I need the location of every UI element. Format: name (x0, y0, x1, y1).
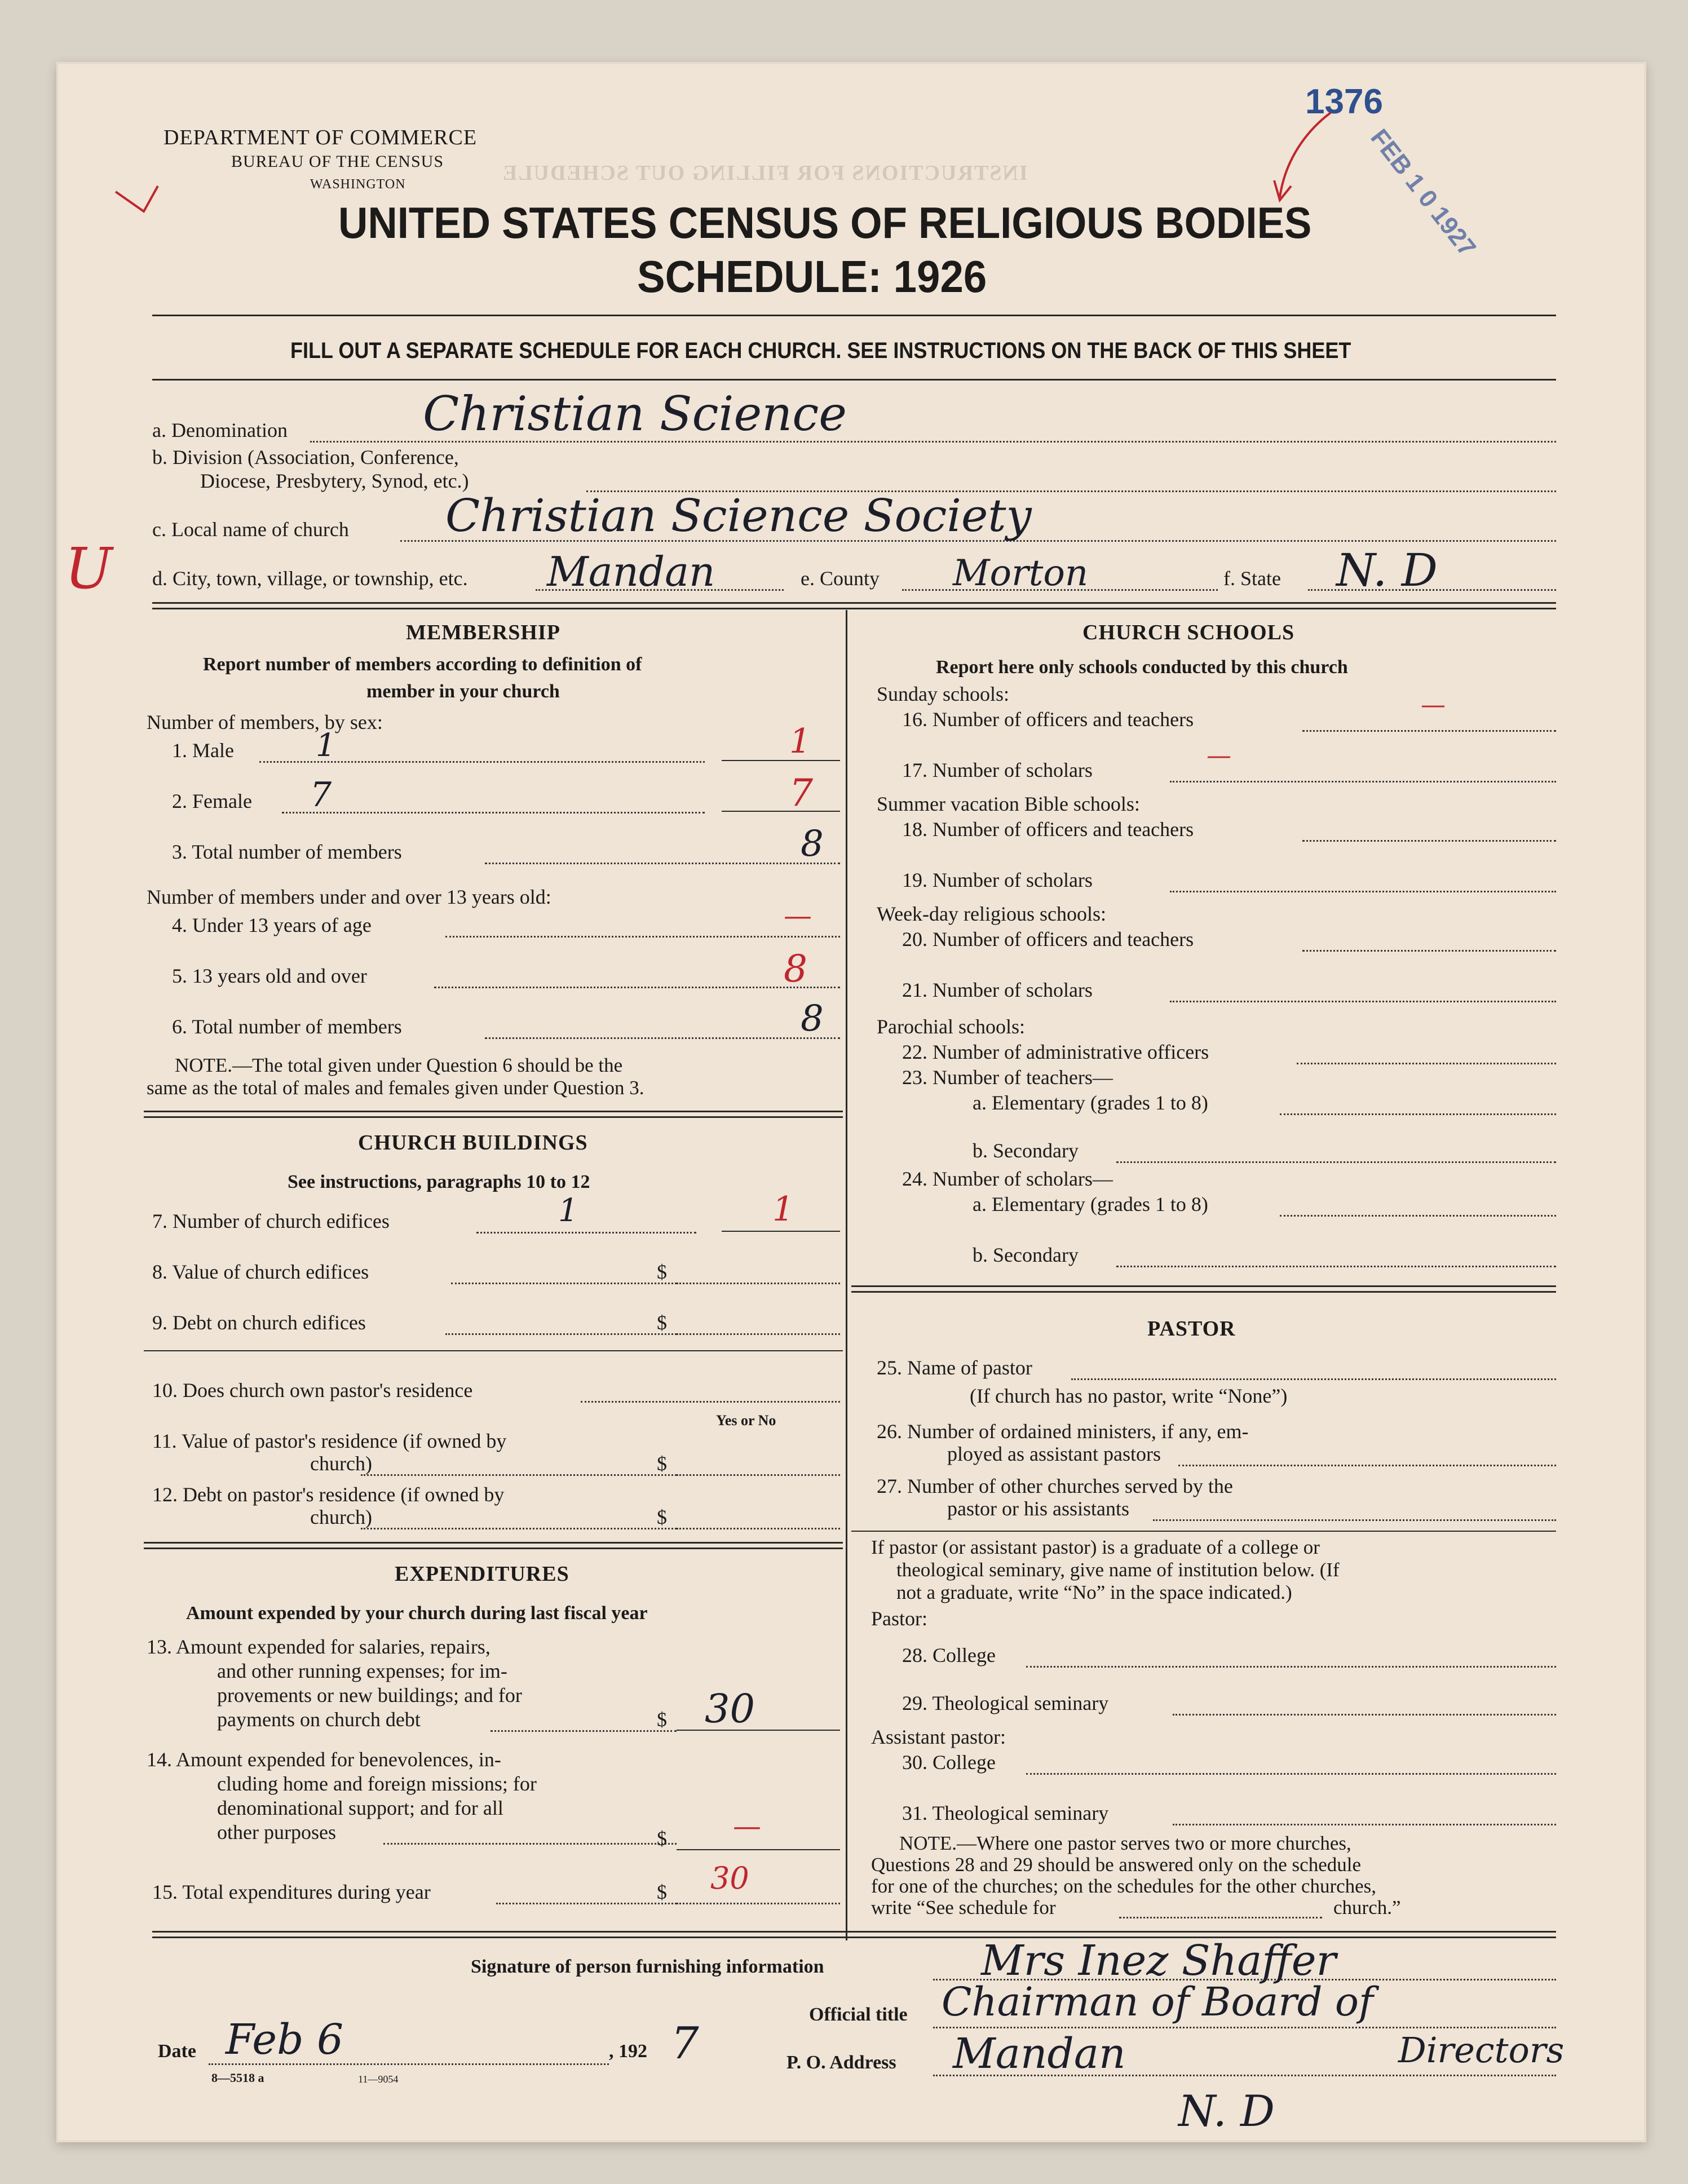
q18-label: 18. Number of officers and teachers (902, 818, 1194, 841)
po-address-label: P. O. Address (786, 2052, 896, 2073)
assistant-pastor-label: Assistant pastor: (871, 1726, 1006, 1748)
pastor-note-4: write “See schedule for (871, 1896, 1056, 1918)
header-rule-top (152, 315, 1556, 316)
buildings-rule-2 (144, 1548, 843, 1549)
county-value[interactable]: Morton (953, 552, 1089, 594)
q23a-label: a. Elementary (grades 1 to 8) (973, 1091, 1208, 1114)
q30-line[interactable] (1026, 1773, 1556, 1775)
q27-label: 27. Number of other churches served by the (877, 1475, 1233, 1497)
date-label: Date (158, 2041, 196, 2062)
q15-answer-line (677, 1903, 840, 1904)
q4-red-value: — (784, 899, 812, 932)
q6-total-value[interactable]: 8 (801, 998, 824, 1040)
q8-line (451, 1283, 677, 1284)
date-value[interactable]: Feb 6 (226, 2015, 344, 2064)
q13-label-2: and other running expenses; for im- (217, 1660, 507, 1682)
buildings-divider (144, 1350, 843, 1351)
q11-line (361, 1474, 677, 1476)
q30-label: 30. College (902, 1751, 996, 1774)
q8-dollar: $ (657, 1261, 667, 1283)
q13-label-4: payments on church debt (217, 1708, 421, 1731)
q17-red-value: — (1207, 741, 1231, 770)
church-name-value[interactable]: Christian Science Society (445, 489, 1032, 542)
county-label: e. County (801, 567, 880, 590)
q9-dollar: $ (657, 1311, 667, 1334)
denomination-value[interactable]: Christian Science (423, 386, 847, 441)
print-number: 11—9054 (358, 2074, 399, 2085)
q11-answer-line[interactable] (677, 1474, 840, 1476)
receipt-number-stamp: 1376 (1305, 82, 1383, 121)
q7-edifices-label: 7. Number of church edifices (152, 1210, 390, 1232)
q3-total-label: 3. Total number of members (172, 841, 402, 863)
year-digit[interactable]: 7 (671, 2018, 699, 2069)
q14-label-3: denominational support; and for all (217, 1797, 503, 1819)
official-title-value-2[interactable]: Directors (1398, 2030, 1565, 2071)
q26-label-2: ployed as assistant pastors (947, 1443, 1161, 1465)
signature-label: Signature of person furnishing information (471, 1956, 824, 1977)
q13-label-3: provements or new buildings; and for (217, 1684, 522, 1706)
q13-answer-line (677, 1730, 840, 1731)
see-schedule-line[interactable] (1119, 1917, 1322, 1918)
footer-rule-2 (152, 1937, 1556, 1938)
q24a-label: a. Elementary (grades 1 to 8) (973, 1193, 1208, 1215)
bureau-heading: BUREAU OF THE CENSUS (231, 152, 444, 171)
membership-rule-2 (144, 1116, 843, 1118)
footer-rule (152, 1931, 1556, 1933)
q14-label-4: other purposes (217, 1821, 336, 1843)
sunday-schools-label: Sunday schools: (877, 683, 1010, 705)
state-label: f. State (1223, 567, 1281, 590)
graduate-instruction: If pastor (or assistant pastor) is a graduate of a college or (871, 1536, 1320, 1558)
official-title-value[interactable]: Chairman of Board of (942, 1979, 1373, 2025)
weekday-schools-label: Week-day religious schools: (877, 903, 1107, 925)
year-prefix: , 192 (609, 2041, 647, 2062)
q28-label: 28. College (902, 1644, 996, 1666)
department-heading: DEPARTMENT OF COMMERCE (164, 126, 478, 149)
q12-debt-label-2: church) (310, 1506, 372, 1528)
expenditures-instruction: Amount expended by your church during last fiscal year (186, 1603, 648, 1624)
washington-heading: WASHINGTON (310, 177, 406, 192)
q18-line[interactable] (1302, 840, 1556, 842)
city-label: d. City, town, village, or township, etc. (152, 567, 468, 590)
church-name-label: c. Local name of church (152, 518, 349, 541)
q16-label: 16. Number of officers and teachers (902, 708, 1194, 731)
po-address-value[interactable]: Mandan (953, 2030, 1126, 2078)
q29-line[interactable] (1173, 1714, 1556, 1716)
division-label: b. Division (Association, Conference, (152, 446, 459, 468)
q28-line[interactable] (1026, 1666, 1556, 1668)
yes-no-label: Yes or No (716, 1412, 776, 1429)
q25-label: 25. Name of pastor (877, 1356, 1032, 1379)
q15-dollar: $ (657, 1881, 667, 1903)
separate-schedule-instruction: FILL OUT A SEPARATE SCHEDULE FOR EACH CHURCH. SEE INSTRUCTIONS ON THE BACK OF THIS SHEET (290, 338, 1351, 363)
graduate-instruction-2: theological seminary, give name of institution below. (If (896, 1559, 1340, 1581)
column-divider (846, 610, 847, 1940)
city-value[interactable]: Mandan (547, 548, 715, 595)
q26-line[interactable] (1178, 1465, 1556, 1466)
q1-answer-line (722, 760, 840, 761)
q20-label: 20. Number of officers and teachers (902, 928, 1194, 950)
q16-line[interactable] (1302, 730, 1556, 732)
q12-dollar: $ (657, 1506, 667, 1528)
q15-red-value: 30 (710, 1860, 749, 1896)
division-label-2: Diocese, Presbytery, Synod, etc.) (200, 470, 469, 492)
church-buildings-heading: CHURCH BUILDINGS (358, 1131, 588, 1155)
q24b-line[interactable] (1116, 1266, 1556, 1267)
membership-heading: MEMBERSHIP (406, 621, 560, 644)
q10-line[interactable] (581, 1401, 840, 1403)
q9-line (445, 1333, 677, 1335)
q9-debt-label: 9. Debt on church edifices (152, 1311, 366, 1334)
church-schools-heading: CHURCH SCHOOLS (1082, 621, 1295, 644)
q23b-line[interactable] (1116, 1161, 1556, 1163)
q13-line (491, 1730, 677, 1732)
q22-line[interactable] (1297, 1063, 1556, 1064)
q15-line (496, 1903, 677, 1904)
q12-answer-line[interactable] (677, 1528, 840, 1529)
q7-red-value: 1 (772, 1190, 794, 1229)
q11-dollar: $ (657, 1452, 667, 1475)
q17-label: 17. Number of scholars (902, 759, 1093, 781)
q26-label: 26. Number of ordained ministers, if any, em- (877, 1420, 1249, 1443)
q14-label: 14. Amount expended for benevolences, in- (147, 1748, 501, 1771)
q27-label-2: pastor or his assistants (947, 1497, 1129, 1520)
q31-label: 31. Theological seminary (902, 1802, 1109, 1824)
q5-over13-label: 5. 13 years old and over (172, 965, 367, 987)
show-through-text: INSTRUCTIONS FOR FILLING OUT SCHEDULE (502, 161, 1028, 185)
red-check-mark-icon (113, 180, 164, 220)
pastor-note-2: Questions 28 and 29 should be answered only on the schedule (871, 1854, 1362, 1876)
section-rule (152, 602, 1556, 604)
q11-value-label: 11. Value of pastor's residence (if owned by (152, 1430, 507, 1452)
q2-answer-line (722, 811, 840, 812)
q6-total-label: 6. Total number of members (172, 1015, 402, 1038)
q22-label: 22. Number of administrative officers (902, 1041, 1209, 1063)
q13-label: 13. Amount expended for salaries, repairs, (147, 1635, 491, 1658)
q1-male-label: 1. Male (172, 739, 234, 762)
signature-value[interactable]: Mrs Inez Shaffer (981, 1937, 1336, 1985)
form-title: UNITED STATES CENSUS OF RELIGIOUS BODIES (338, 198, 1312, 247)
age-breakdown-label: Number of members under and over 13 years old: (147, 886, 551, 908)
q2-red-value: 7 (789, 771, 813, 815)
q5-red-value: 8 (784, 947, 807, 991)
by-sex-label: Number of members, by sex: (147, 711, 383, 733)
q29-label: 29. Theological seminary (902, 1692, 1109, 1714)
q2-female-label: 2. Female (172, 790, 252, 812)
q2-female-value[interactable]: 7 (310, 775, 332, 815)
q23a-line[interactable] (1280, 1113, 1556, 1115)
q3-line (485, 863, 840, 864)
q16-red-value: — (1421, 691, 1446, 719)
membership-instruction: Report number of members according to definition of (203, 654, 642, 675)
q12-line (361, 1528, 677, 1529)
schedule-title: SCHEDULE: 1926 (637, 251, 987, 302)
q5-line (434, 987, 840, 988)
membership-note: NOTE.—The total given under Question 6 should be the (175, 1054, 623, 1076)
q25-instruction: (If church has no pastor, write “None”) (970, 1385, 1288, 1407)
buildings-rule (144, 1542, 843, 1544)
section-rule-2 (152, 608, 1556, 609)
q23b-label: b. Secondary (973, 1139, 1079, 1162)
q20-line[interactable] (1302, 950, 1556, 952)
pastor-note-4b: church.” (1333, 1896, 1401, 1918)
schools-rule-2 (851, 1291, 1556, 1293)
q19-label: 19. Number of scholars (902, 869, 1093, 891)
q7-edifices-value[interactable]: 1 (558, 1192, 578, 1229)
margin-mark: U (65, 536, 113, 602)
pastor-heading: PASTOR (1147, 1317, 1236, 1341)
denomination-label: a. Denomination (152, 419, 288, 441)
q14-dollar: $ (657, 1827, 667, 1850)
state-value[interactable]: N. D (1336, 544, 1438, 596)
q6-line (485, 1037, 840, 1039)
pastor-divider (851, 1531, 1556, 1532)
q31-line[interactable] (1173, 1824, 1556, 1825)
header-rule-bottom (152, 379, 1556, 381)
q4-line (445, 936, 840, 938)
membership-instruction-2: member in your church (366, 681, 560, 702)
q13-dollar: $ (657, 1708, 667, 1731)
form-number: 8—5518 a (211, 2071, 264, 2085)
q17-line[interactable] (1170, 781, 1556, 782)
received-date-stamp: FEB 1 0 1927 (1365, 124, 1482, 262)
pastor-note: NOTE.—Where one pastor serves two or more churches, (899, 1832, 1351, 1854)
summer-schools-label: Summer vacation Bible schools: (877, 793, 1140, 815)
membership-rule (144, 1111, 843, 1112)
q1-red-value: 1 (789, 722, 811, 761)
q1-male-value[interactable]: 1 (316, 727, 336, 764)
membership-note-2: same as the total of males and females given under Question 3. (147, 1077, 644, 1099)
q23-label: 23. Number of teachers— (902, 1066, 1113, 1089)
q14-line (383, 1843, 677, 1845)
po-address-value-2[interactable]: N. D (1178, 2086, 1275, 2136)
q10-residence-label: 10. Does church own pastor's residence (152, 1379, 473, 1402)
q27-line[interactable] (1153, 1519, 1556, 1521)
church-buildings-instruction: See instructions, paragraphs 10 to 12 (288, 1171, 590, 1192)
q15-label: 15. Total expenditures during year (152, 1881, 431, 1903)
q14-answer-line (677, 1849, 840, 1850)
check-arrow-icon (1240, 107, 1353, 220)
q14-red-value: — (733, 1810, 761, 1842)
church-schools-instruction: Report here only schools conducted by this church (936, 657, 1348, 678)
q12-debt-label: 12. Debt on pastor's residence (if owned by (152, 1483, 505, 1506)
q14-label-2: cluding home and foreign missions; for (217, 1772, 537, 1795)
schools-rule (851, 1285, 1556, 1287)
q21-label: 21. Number of scholars (902, 979, 1093, 1001)
q11-value-label-2: church) (310, 1452, 372, 1475)
q7-line (476, 1232, 696, 1234)
q4-under13-label: 4. Under 13 years of age (172, 914, 372, 936)
q3-total-value[interactable]: 8 (801, 823, 824, 865)
pastor-sub-label: Pastor: (871, 1607, 928, 1630)
q7-answer-line (722, 1231, 840, 1232)
q2-line (282, 812, 705, 814)
graduate-instruction-3: not a graduate, write “No” in the space indicated.) (896, 1581, 1292, 1603)
q19-line[interactable] (1170, 891, 1556, 892)
q25-line[interactable] (1071, 1378, 1556, 1380)
q8-value-label: 8. Value of church edifices (152, 1261, 369, 1283)
census-schedule-sheet (56, 62, 1646, 2142)
expenditures-heading: EXPENDITURES (395, 1562, 569, 1586)
q24a-line[interactable] (1280, 1215, 1556, 1217)
parochial-schools-label: Parochial schools: (877, 1015, 1025, 1038)
q24-label: 24. Number of scholars— (902, 1168, 1113, 1190)
q21-line[interactable] (1170, 1001, 1556, 1002)
q9-answer-line[interactable] (677, 1333, 840, 1335)
pastor-note-3: for one of the churches; on the schedules for the other churches, (871, 1875, 1377, 1897)
q8-answer-line[interactable] (677, 1283, 840, 1284)
q24b-label: b. Secondary (973, 1244, 1079, 1266)
official-title-label: Official title (809, 2004, 908, 2025)
q13-value[interactable]: 30 (705, 1686, 755, 1732)
official-title-line (933, 2027, 1556, 2028)
